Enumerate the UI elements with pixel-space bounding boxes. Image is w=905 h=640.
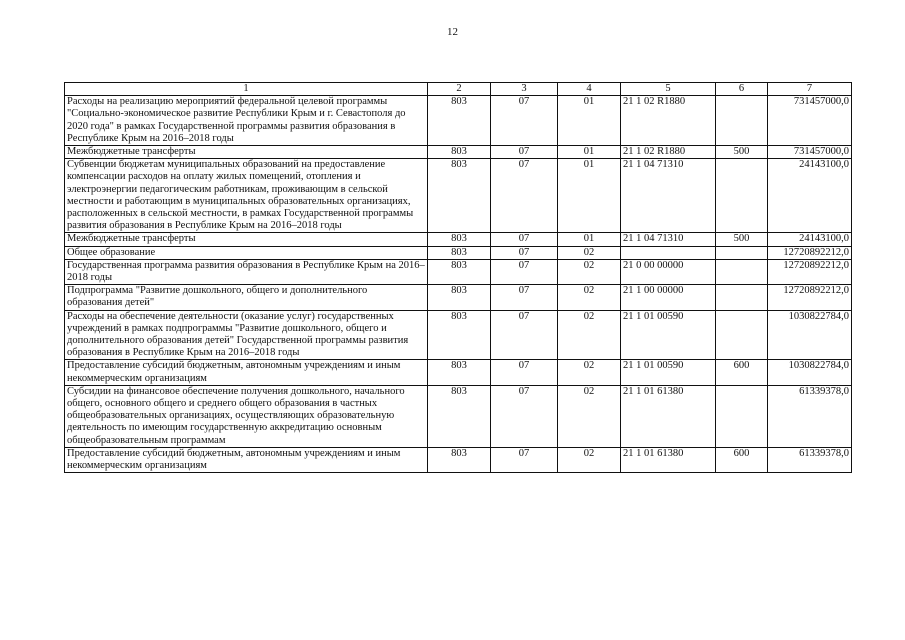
row-name: Расходы на реализацию мероприятий федеральной целевой программы "Социально-экономическое развитие Республики Крым и г. Севастополя до 2020 года" в рамках Государственной программы развития образования в Республике Крым на 2016–2018 годы [65,96,428,146]
table-row [65,360,852,385]
row-subsection: 02 [558,310,621,360]
row-amount: 12720892212,0 [768,259,852,284]
row-section: 07 [491,246,558,259]
row-amount: 12720892212,0 [768,246,852,259]
page-number: 12 [447,26,458,38]
row-amount: 12720892212,0 [768,285,852,310]
row-name: Субсидии на финансовое обеспечение получения дошкольного, начального общего, основного общего и среднего общего образования в частных общеобразовательных организациях, осуществляющих образовательную деятельность по имеющим государственную аккредитацию основным общеобразовательным программам [65,385,428,447]
row-subsection: 02 [558,246,621,259]
row-amount: 731457000,0 [768,146,852,159]
table-row [65,246,852,259]
row-grbs: 803 [428,447,491,472]
row-expense-type [716,285,768,310]
row-subsection: 01 [558,159,621,233]
row-target-code: 21 1 04 71310 [621,233,716,246]
row-name: Предоставление субсидий бюджетным, автономным учреждениям и иным некоммерческим организациям [65,447,428,472]
row-section: 07 [491,385,558,447]
row-grbs: 803 [428,233,491,246]
column-header: 6 [716,83,768,96]
row-amount: 61339378,0 [768,385,852,447]
column-header: 1 [65,83,428,96]
row-section: 07 [491,447,558,472]
row-amount: 1030822784,0 [768,310,852,360]
row-expense-type: 600 [716,447,768,472]
row-section: 07 [491,96,558,146]
row-name: Расходы на обеспечение деятельности (оказание услуг) государственных учреждений в рамках подпрограммы "Развитие дошкольного, общего и дополнительного образования детей" Государственной программы развития образования в Республике Крым на 2016–2018 годы [65,310,428,360]
row-grbs: 803 [428,360,491,385]
row-amount: 731457000,0 [768,96,852,146]
row-expense-type: 600 [716,360,768,385]
table-row [65,259,852,284]
row-subsection: 02 [558,285,621,310]
row-section: 07 [491,360,558,385]
row-subsection: 02 [558,385,621,447]
row-section: 07 [491,159,558,233]
row-subsection: 01 [558,146,621,159]
row-expense-type: 500 [716,233,768,246]
row-subsection: 01 [558,233,621,246]
row-name: Межбюджетные трансферты [65,146,428,159]
row-name: Государственная программа развития образования в Республике Крым на 2016–2018 годы [65,259,428,284]
row-target-code: 21 0 00 00000 [621,259,716,284]
row-amount: 24143100,0 [768,159,852,233]
column-header: 4 [558,83,621,96]
budget-table [64,82,852,473]
row-subsection: 01 [558,96,621,146]
row-grbs: 803 [428,385,491,447]
row-target-code: 21 1 01 61380 [621,447,716,472]
row-grbs: 803 [428,285,491,310]
row-target-code: 21 1 04 71310 [621,159,716,233]
column-header: 2 [428,83,491,96]
row-expense-type [716,96,768,146]
table-row [65,146,852,159]
row-grbs: 803 [428,159,491,233]
row-name: Предоставление субсидий бюджетным, автономным учреждениям и иным некоммерческим организациям [65,360,428,385]
row-name: Подпрограмма "Развитие дошкольного, общего и дополнительного образования детей" [65,285,428,310]
row-expense-type [716,385,768,447]
row-subsection: 02 [558,360,621,385]
row-expense-type [716,259,768,284]
row-subsection: 02 [558,259,621,284]
row-grbs: 803 [428,310,491,360]
row-target-code [621,246,716,259]
column-header: 3 [491,83,558,96]
column-header: 7 [768,83,852,96]
row-section: 07 [491,310,558,360]
row-target-code: 21 1 02 R1880 [621,96,716,146]
row-amount: 1030822784,0 [768,360,852,385]
row-target-code: 21 1 01 00590 [621,310,716,360]
row-target-code: 21 1 02 R1880 [621,146,716,159]
row-name: Общее образование [65,246,428,259]
row-expense-type [716,159,768,233]
row-section: 07 [491,285,558,310]
row-amount: 61339378,0 [768,447,852,472]
row-target-code: 21 1 01 61380 [621,385,716,447]
table-row [65,310,852,360]
row-grbs: 803 [428,259,491,284]
row-amount: 24143100,0 [768,233,852,246]
header-row [65,83,852,96]
row-target-code: 21 1 00 00000 [621,285,716,310]
row-subsection: 02 [558,447,621,472]
row-grbs: 803 [428,96,491,146]
table-row [65,285,852,310]
row-target-code: 21 1 01 00590 [621,360,716,385]
row-expense-type: 500 [716,146,768,159]
row-grbs: 803 [428,246,491,259]
row-expense-type [716,246,768,259]
column-header: 5 [621,83,716,96]
row-name: Межбюджетные трансферты [65,233,428,246]
table-row [65,159,852,233]
table-row [65,233,852,246]
row-section: 07 [491,233,558,246]
table-row [65,96,852,146]
table-row [65,447,852,472]
row-name: Субвенции бюджетам муниципальных образований на предоставление компенсации расходов на оплату жилых помещений, отопления и электроэнергии педагогическим работникам, проживающим в сельской местности и работающим в муниципальных образовательных организациях, расположенных в сельской местности, в рамках Государственной программы развития образования в Республике Крым на 2016–2018 годы [65,159,428,233]
table-row [65,385,852,447]
row-section: 07 [491,146,558,159]
row-grbs: 803 [428,146,491,159]
row-expense-type [716,310,768,360]
row-section: 07 [491,259,558,284]
